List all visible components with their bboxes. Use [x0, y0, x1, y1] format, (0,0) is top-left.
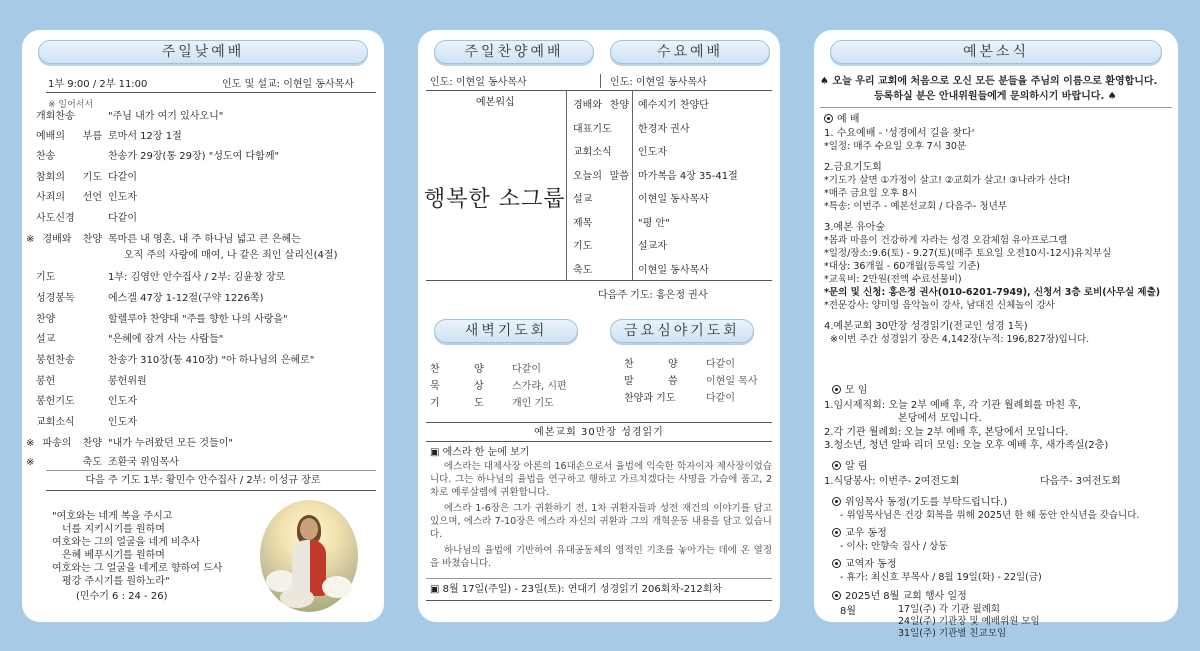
order-value: 에스겔 47장 1-12절(구약 1226쪽) — [108, 293, 264, 304]
order-label: 경배와 찬양 — [573, 100, 629, 111]
order-label: ※경배와 찬양 — [26, 234, 102, 245]
divider — [426, 90, 772, 91]
next-week-prayer: 다음 주 기도 1부: 황민수 안수집사 / 2부: 이성규 장로 — [85, 475, 321, 486]
sunday-worship-title: 주일낮예배 — [38, 40, 368, 64]
news-title: 예본소식 — [830, 40, 1162, 64]
event-item: 17일(주) 각 기관 월례회 — [898, 604, 1000, 615]
dawn-prayer-title: 새벽기도회 — [434, 319, 578, 343]
order-value: 봉헌위원 — [108, 376, 147, 387]
order-item — [36, 110, 223, 123]
order-item — [36, 171, 137, 184]
verse-line: 은혜 베푸시기를 원하며 — [62, 550, 165, 561]
order-value: 할렐루야 찬양대 "주를 향한 나의 사랑을" — [108, 314, 288, 325]
order-item — [36, 150, 279, 163]
order-label: 제목 — [573, 217, 593, 229]
order-label: 대표기도 — [573, 123, 612, 135]
order-value: 다같이 — [108, 172, 137, 183]
order-value: "주님 내가 여기 있사오니" — [108, 111, 224, 122]
worship-section-heading: 예 배 — [824, 113, 860, 126]
verse-reference: (민수기 6 : 24 - 26) — [76, 591, 168, 602]
bullet-icon — [832, 559, 841, 568]
order-value: 로마서 12장 1절 — [108, 131, 182, 142]
meeting-line: 본당에서 모입니다. — [898, 413, 982, 424]
reading-paragraph: 하나님의 율법에 기반하여 유대공동체의 영적인 기초를 놓아가는 데에 온 열정을 바쳤습니다. — [430, 545, 772, 569]
prayer-order-value: 다같이 — [512, 364, 541, 375]
member-news-heading: 교우 동정 — [832, 527, 887, 540]
worship-news-line: *매주 금요일 오후 8시 — [824, 188, 918, 199]
order-label: ※파송의 찬양 — [26, 438, 102, 449]
events-heading: 2025년 8월 교회 행사 일정 — [832, 590, 967, 603]
divider — [426, 422, 772, 423]
divider — [46, 92, 376, 93]
order-item — [36, 416, 137, 429]
pastor-news-heading: 위임목사 동정(기도를 부탁드립니다.) — [832, 496, 1007, 509]
bullet-icon — [832, 461, 841, 470]
verse-line: 여호와는 그의 얼굴을 네게 비추사 — [52, 537, 200, 548]
order-value: "내가 누려왔던 모든 것들이" — [108, 438, 233, 449]
reading-body — [430, 460, 772, 570]
order-label: 봉헌 — [36, 376, 56, 387]
pastor-news-text: - 위임목사님은 건강 회복을 위해 2025년 한 해 동안 안식년을 갖습니다. — [840, 510, 1140, 521]
order-value: 목마른 내 영혼, 내 주 하나님 넓고 큰 은혜는 — [108, 234, 301, 245]
divider — [426, 600, 772, 601]
order-value: 이현일 동사목사 — [638, 194, 709, 205]
order-item — [36, 249, 337, 262]
verse-line: 여호와는 그 얼굴을 네게로 향하여 드사 — [52, 563, 223, 574]
order-label: 사도신경 — [36, 213, 75, 224]
service-time: 1부 9:00 / 2부 11:00 — [48, 79, 148, 90]
order-label: 예배의 부름 — [36, 131, 102, 142]
kitchen-service-next-week: 다음주- 3여전도회 — [1040, 476, 1121, 487]
prayer-order-label: 도 — [474, 398, 484, 409]
prayer-order-label: 말 — [624, 376, 634, 387]
prayer-order-label: 상 — [474, 381, 484, 392]
prayer-order-label: 찬양과 기도 — [624, 393, 676, 404]
prayer-order-label: 씀 — [668, 376, 678, 387]
divider — [426, 441, 772, 442]
sermon-series-title: 행복한 소그룹 — [424, 187, 566, 212]
reading-heading: ▣ 에스라 한 눈에 보기 — [430, 447, 530, 458]
divider — [46, 470, 376, 471]
worship-news-line: *특송: 이번주 - 예본선교회 / 다음주- 청년부 — [824, 201, 1007, 212]
order-label: 기도 — [573, 241, 593, 252]
meeting-section-heading: 모 임 — [832, 384, 868, 397]
order-value: 1부: 김영안 안수집사 / 2부: 김윤창 장로 — [108, 272, 286, 283]
worship-news-line: 3.예본 유아숲 — [824, 222, 886, 233]
wednesday-worship-title: 수요예배 — [610, 40, 770, 64]
order-value: 오직 주의 사랑에 매여, 나 같은 죄인 살리신(4절) — [124, 250, 338, 261]
divider — [426, 578, 772, 579]
worship-news-line: *전문강사: 양미영 음악놀이 강사, 남대진 신체놀이 강사 — [824, 300, 1055, 311]
prayer-order-value: 다같이 — [706, 393, 735, 404]
prayer-order-label: 양 — [474, 364, 484, 375]
worship-news-line: *일정/장소:9.6(토) - 9.27(토)(매주 토요일 오전10시-12시)유치부실 — [824, 248, 1112, 259]
order-label: 교회소식 — [573, 147, 612, 158]
order-value: 이현일 동사목사 — [638, 264, 709, 276]
good-shepherd-image — [260, 500, 358, 612]
order-value: 인도자 — [108, 192, 137, 203]
bullet-icon — [832, 385, 841, 394]
welcome-line: 등록하실 분은 안내위원들에게 문의하시기 바랍니다. ♠ — [874, 91, 1117, 102]
order-value: "평 안" — [638, 217, 670, 229]
order-value: 인도자 — [108, 396, 137, 407]
order-value: 설교자 — [638, 241, 667, 252]
order-item — [36, 333, 223, 346]
bible-verse — [52, 510, 222, 603]
worship-news-line: *문의 및 신청: 홍은정 권사(010-6201-7949), 신청서 3층 로비(사무실 제출) — [824, 287, 1161, 298]
notice-section-heading: 알 림 — [832, 460, 868, 473]
order-item — [36, 395, 137, 408]
order-item — [36, 191, 137, 204]
order-label: 참회의 기도 — [36, 172, 102, 183]
order-item — [36, 313, 288, 326]
next-week-prayer: 다음주 기도: 홍은정 권사 — [598, 290, 708, 301]
stand-note: ※ 일어서서 — [48, 100, 94, 110]
prayer-order-label: 기 — [430, 398, 440, 409]
bullet-icon — [832, 528, 841, 537]
order-item — [26, 456, 179, 469]
order-item — [26, 437, 233, 450]
prayer-order-value: 개인 기도 — [512, 398, 554, 409]
order-label: 설교 — [573, 194, 593, 205]
event-item: 31일(주) 기관별 친교모임 — [898, 628, 1007, 639]
order-label: ※축도 — [26, 457, 102, 468]
member-news-text: - 이사: 안향숙 집사 / 상동 — [840, 541, 948, 552]
staff-news-heading: 교역자 동정 — [832, 558, 896, 571]
column-divider — [632, 90, 633, 280]
prayer-order-value: 이현일 목사 — [706, 376, 758, 387]
order-label: 사죄의 선언 — [36, 192, 102, 203]
prayer-order-label: 찬 — [624, 359, 634, 370]
order-value: 다같이 — [108, 213, 137, 224]
worship-news-line: *교육비: 2만원(전액 수료선물비) — [824, 274, 962, 285]
bullet-icon — [832, 497, 841, 506]
meeting-line: 1.임시제직회: 오늘 2부 예배 후, 각 기관 월례회를 마친 후, — [824, 400, 1082, 411]
sunday-worship-panel — [22, 30, 384, 622]
order-label: 봉헌찬송 — [36, 355, 75, 366]
sunday-praise-title: 주일찬양예배 — [434, 40, 594, 64]
order-item — [36, 354, 314, 367]
prayer-order-label: 찬 — [430, 364, 440, 375]
order-label: 성경봉독 — [36, 293, 75, 304]
worship-news-line: *대상: 36개월 - 60개월(등록일 기준) — [824, 261, 980, 272]
order-label: 축도 — [573, 264, 593, 276]
welcome-line: ♠ 오늘 우리 교회에 처음으로 오신 모든 분들을 주님의 이름으로 환영합니다. — [820, 76, 1158, 87]
bullet-icon — [824, 114, 833, 123]
order-item — [36, 292, 264, 305]
order-label: 교회소식 — [36, 417, 75, 428]
order-value: 찬송가 310장(통 410장) "아 하나님의 은혜로" — [108, 355, 315, 366]
kitchen-service-this-week: 1.식당봉사: 이번주- 2여전도회 — [824, 476, 960, 487]
reading-paragraph: 에스라는 대제사장 아론의 16대손으로서 율법에 익숙한 학자이자 제사장이었습니다. 그는 하나님의 율법을 연구하고 행하고 가르치겠다는 사명을 가슴에 품고, 2차로 예루살렘에 귀환합니다. — [430, 461, 772, 498]
worship-label: 예본워십 — [476, 97, 515, 108]
worship-news-line: 2.금요기도회 — [824, 162, 882, 173]
worship-news-line: 4.예본교회 30만장 성경읽기(전교인 성경 1독) — [824, 321, 1028, 332]
prayer-order-value: 다같이 — [706, 359, 735, 370]
prayer-order-value: 스가랴, 시편 — [512, 381, 567, 392]
reading-schedule: ▣ 8월 17일(주일) - 23일(토): 연대기 성경읽기 206회차-212회차 — [430, 584, 723, 595]
meeting-line: 3.청소년, 청년 알파 리더 모임: 오늘 오후 예배 후, 새가족실(2층) — [824, 440, 1109, 451]
order-label: 개회찬송 — [36, 111, 75, 122]
order-label: 설교 — [36, 334, 56, 345]
events-list — [898, 604, 1040, 640]
verse-line: 너를 지키시기를 원하며 — [62, 524, 165, 535]
wednesday-leader: 인도: 이현일 동사목사 — [610, 77, 707, 88]
divider — [46, 490, 376, 491]
order-label: 기도 — [36, 272, 56, 283]
worship-news-line: *일정: 매주 수요일 오후 7시 30분 — [824, 141, 967, 152]
verse-line: 평강 주시기를 원하노라" — [62, 576, 170, 587]
order-label: 오늘의 말씀 — [573, 170, 629, 182]
praise-leader: 인도: 이현일 동사목사 — [430, 77, 527, 88]
reading-paragraph: 에스라 1-6장은 그가 귀환하기 전, 1차 귀환자들과 성전 재건의 이야기를 담고 있으며, 에스라 7-10장은 에스라 자신의 귀환과 그의 개혁운동 내용을 담고 있습니다. — [430, 503, 772, 540]
order-value: 조환국 위임목사 — [108, 457, 179, 468]
bullet-icon — [832, 591, 841, 600]
worship-news-line: *기도가 살면 ①가정이 살고! ②교회가 살고! ③나라가 산다! — [824, 175, 1071, 186]
service-leader: 인도 및 설교: 이현일 동사목사 — [222, 79, 355, 90]
order-value: 인도자 — [108, 417, 137, 428]
order-value: 마가복음 4장 35-41절 — [638, 170, 738, 182]
staff-news-text: - 휴가: 최신호 부목사 / 8월 19일(화) - 22일(금) — [840, 572, 1042, 583]
friday-prayer-title: 금요심야기도회 — [610, 319, 754, 343]
order-item — [36, 130, 182, 143]
order-item — [36, 212, 137, 225]
order-value: 예수지기 찬양단 — [638, 100, 709, 111]
verse-line: "여호와는 네게 복을 주시고 — [52, 511, 173, 522]
church-news-panel — [814, 30, 1178, 639]
worship-news-line: 1. 수요예배 - '성경에서 길을 찾다' — [824, 128, 975, 139]
worship-news-line: ※이번 주간 성경읽기 장은 4,142장(누적: 196,827장)입니다. — [830, 334, 1090, 345]
order-label: 봉헌기도 — [36, 396, 75, 407]
divider — [820, 107, 1172, 108]
order-item — [36, 375, 147, 388]
meeting-line: 2.각 기관 월례회: 오늘 2부 예배 후, 본당에서 모입니다. — [824, 427, 1069, 438]
order-value: "은혜에 잠겨 사는 사람들" — [108, 334, 224, 345]
reading-title: 예본교회 30만장 성경읽기 — [534, 427, 664, 438]
order-label: 찬송 — [36, 151, 56, 162]
order-item — [26, 233, 301, 246]
prayer-order-label: 묵 — [430, 381, 440, 392]
event-item: 24일(주) 기관장 및 예배위원 모임 — [898, 616, 1040, 627]
events-month: 8월 — [840, 606, 857, 617]
evening-worship-panel — [418, 30, 780, 622]
divider — [426, 280, 772, 281]
order-item — [36, 271, 285, 284]
order-label: 찬양 — [36, 314, 56, 325]
order-value: 한경자 권사 — [638, 123, 690, 135]
worship-news-line: *몸과 마음이 건강하게 자라는 성경 오감체험 유아프로그램 — [824, 235, 1068, 246]
prayer-order-label: 양 — [668, 359, 678, 370]
order-value: 인도자 — [638, 147, 667, 158]
order-value: 찬송가 29장(통 29장) "성도여 다함께" — [108, 151, 280, 162]
